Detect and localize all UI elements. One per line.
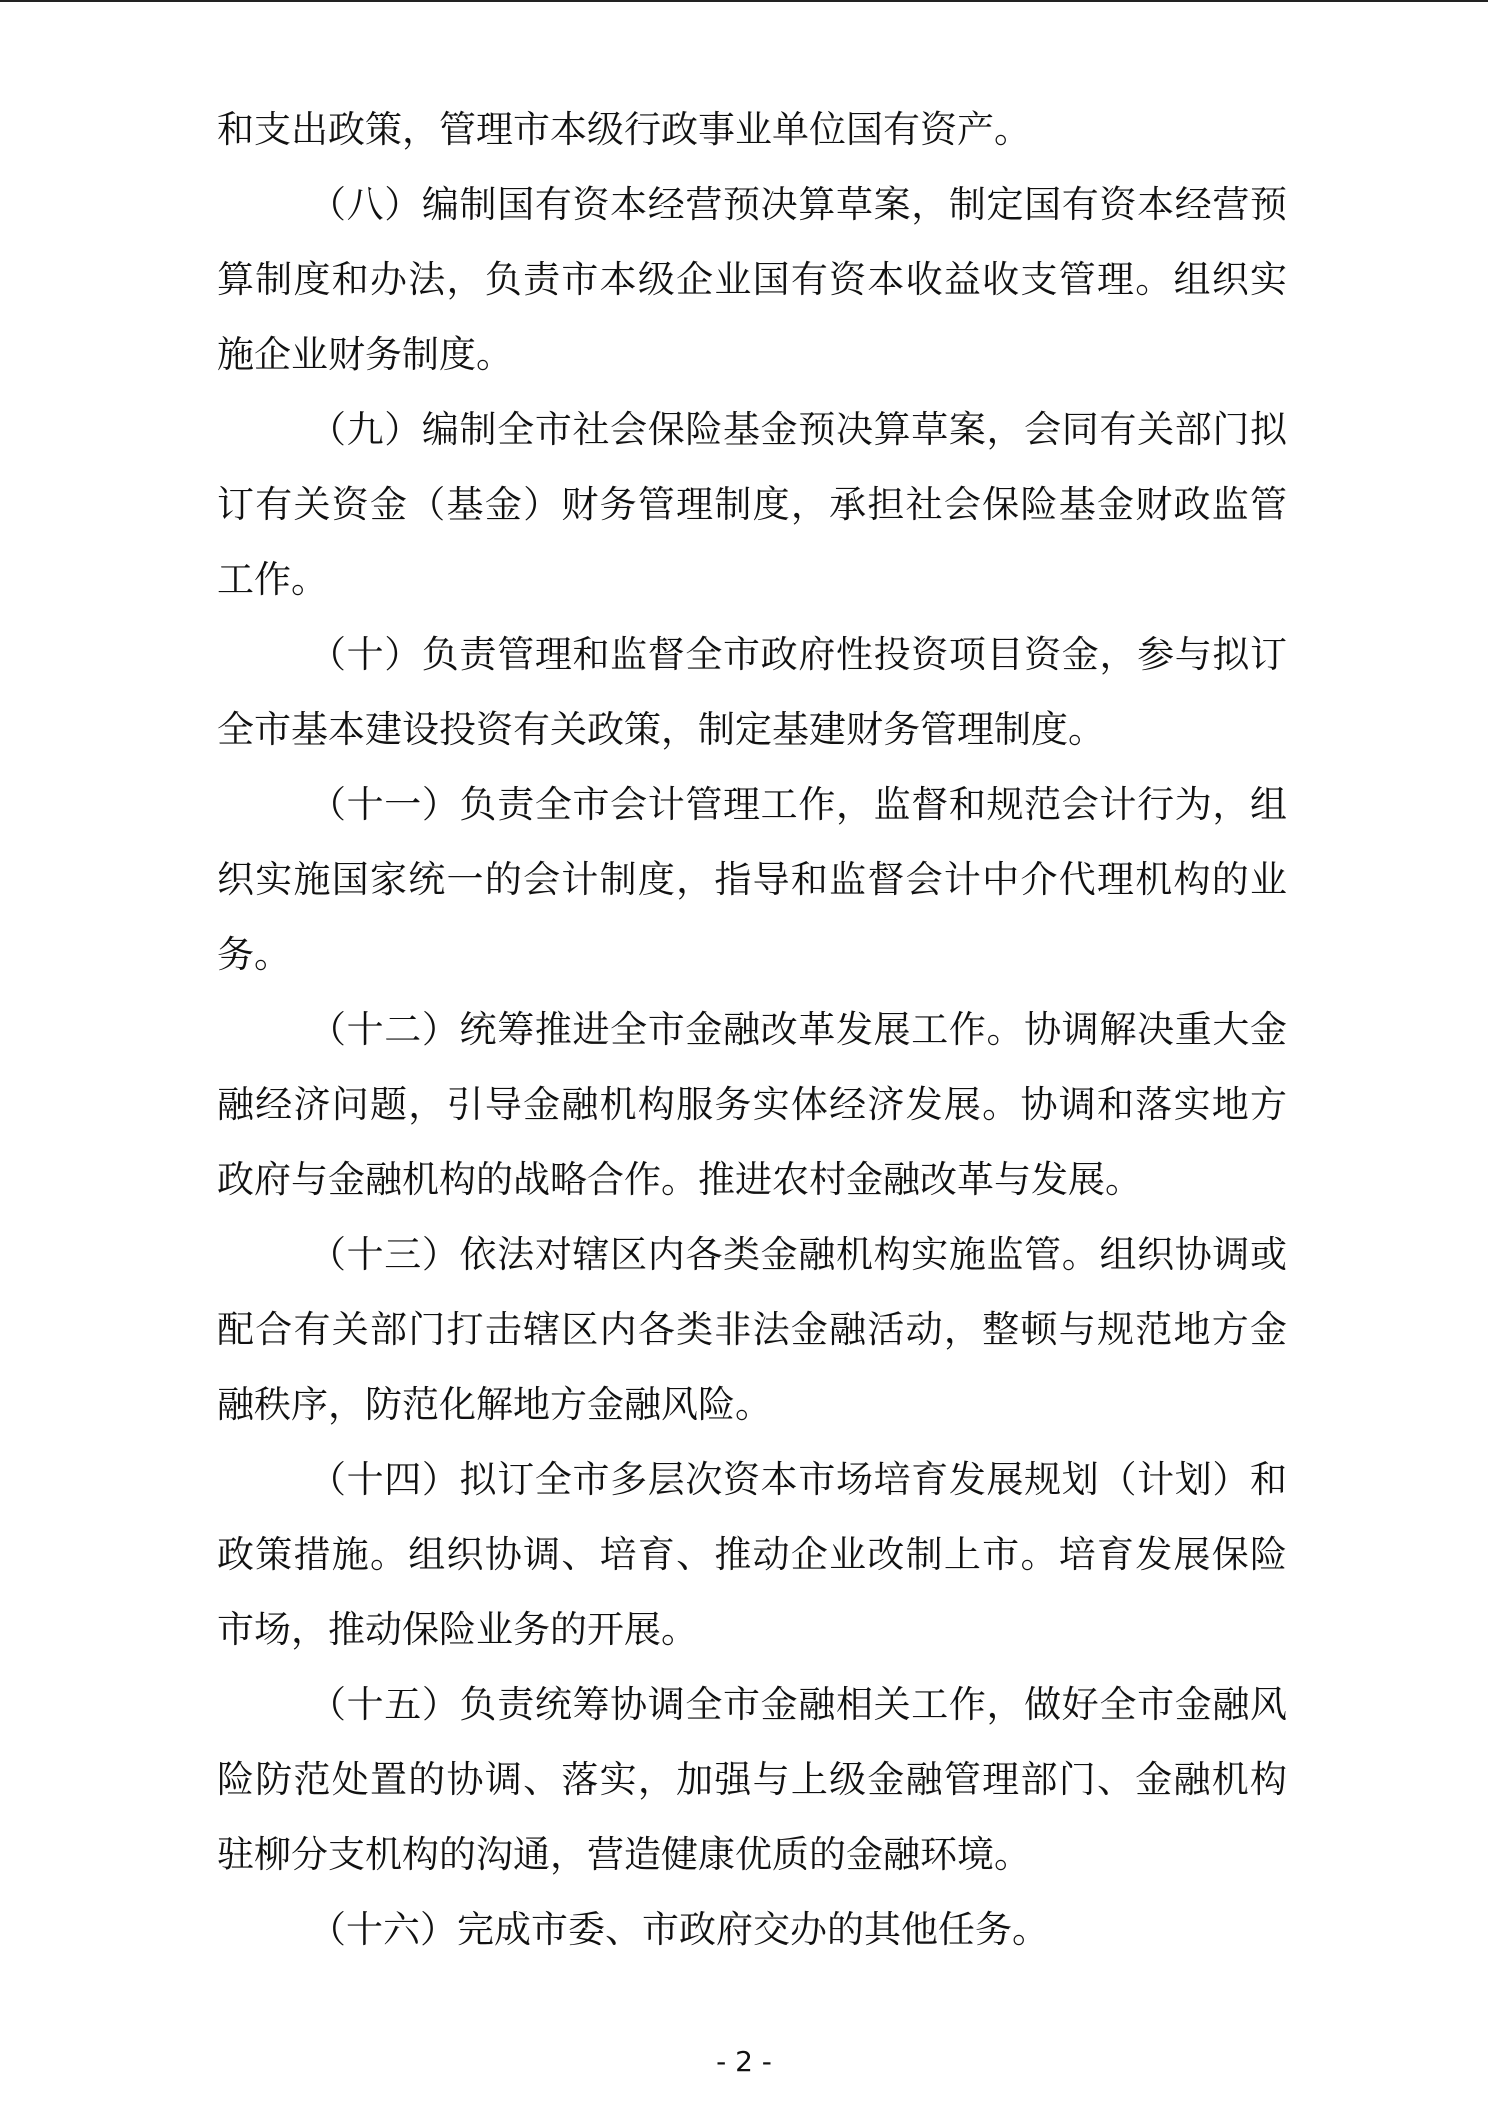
paragraph-item-9: （九）编制全市社会保险基金预决算草案，会同有关部门拟订有关资金（基金）财务管理制度，承担社会保险基金财政监管工作。 (217, 408, 1287, 601)
paragraph-item-14: （十四）拟订全市多层次资本市场培育发展规划（计划）和政策措施。组织协调、培育、推动企业改制上市。培育发展保险市场，推动保险业务的开展。 (217, 1458, 1287, 1651)
paragraph-item-11: （十一）负责全市会计管理工作，监督和规范会计行为，组织实施国家统一的会计制度，指导和监督会计中介代理机构的业务。 (217, 783, 1287, 976)
paragraph-item-10: （十）负责管理和监督全市政府性投资项目资金，参与拟订全市基本建设投资有关政策，制定基建财务管理制度。 (217, 633, 1287, 751)
paragraph-item-15: （十五）负责统筹协调全市金融相关工作，做好全市金融风险防范处置的协调、落实，加强与上级金融管理部门、金融机构驻柳分支机构的沟通，营造健康优质的金融环境。 (217, 1683, 1287, 1876)
page-number: - 2 - (716, 2045, 772, 2078)
paragraph-continuation: 和支出政策，管理市本级行政事业单位国有资产。 (217, 108, 1031, 151)
document-body (217, 92, 1287, 1967)
paragraph-item-12: （十二）统筹推进全市金融改革发展工作。协调解决重大金融经济问题，引导金融机构服务实体经济发展。协调和落实地方政府与金融机构的战略合作。推进农村金融改革与发展。 (217, 1008, 1287, 1201)
paragraph-item-13: （十三）依法对辖区内各类金融机构实施监管。组织协调或配合有关部门打击辖区内各类非法金融活动，整顿与规范地方金融秩序，防范化解地方金融风险。 (217, 1233, 1287, 1426)
paragraph-item-16: （十六）完成市委、市政府交办的其他任务。 (309, 1908, 1049, 1951)
paragraph-item-8: （八）编制国有资本经营预决算草案，制定国有资本经营预算制度和办法，负责市本级企业国有资本收益收支管理。组织实施企业财务制度。 (217, 183, 1287, 376)
page-top-border (0, 0, 1488, 2)
